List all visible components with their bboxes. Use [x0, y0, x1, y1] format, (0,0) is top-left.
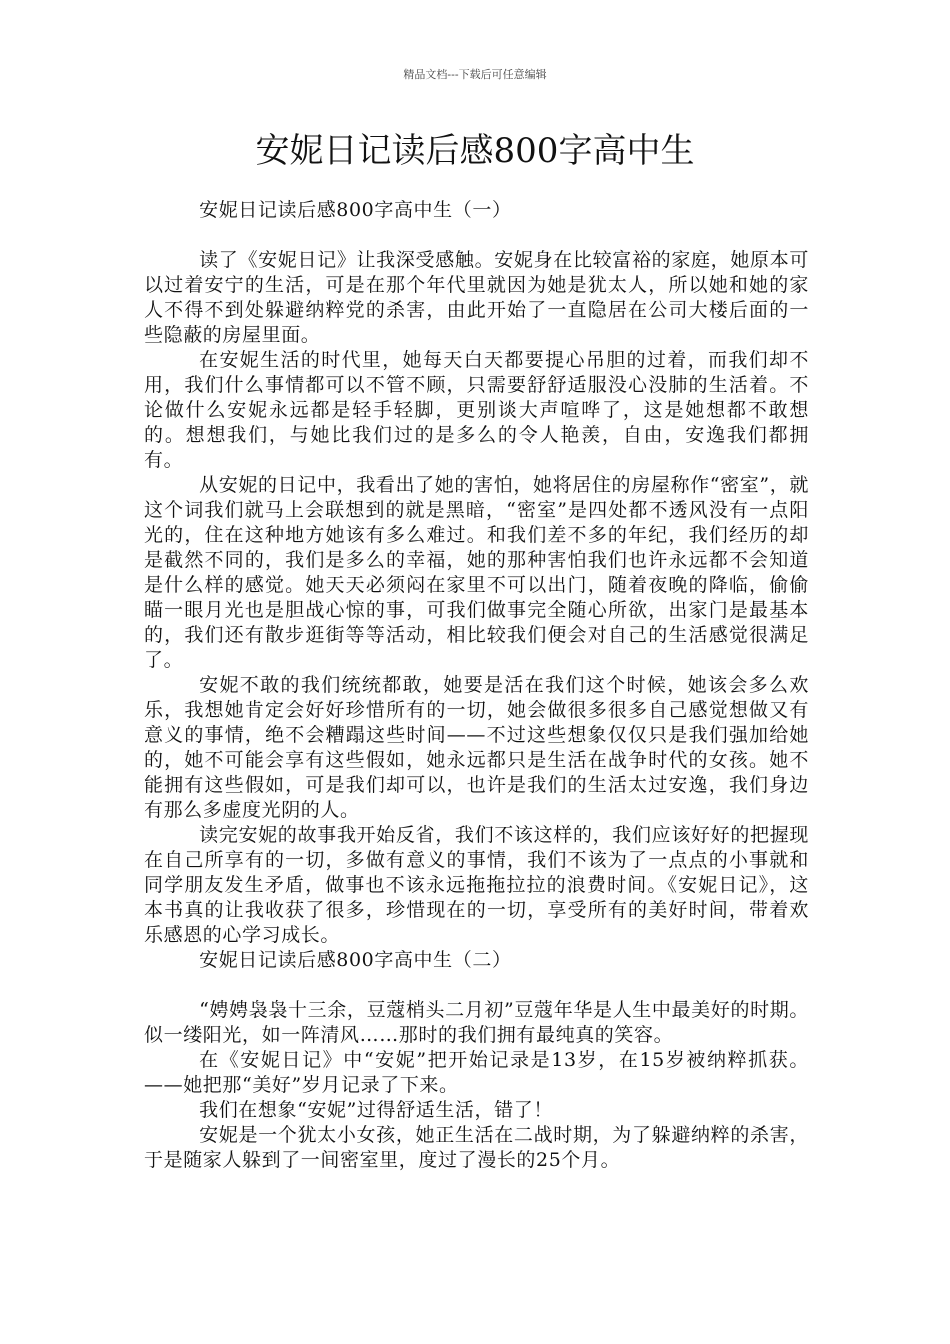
document-body: [144, 198, 809, 1173]
section-heading: 安妮日记读后感800字高中生（一）: [199, 199, 512, 221]
paragraph: 安妮是一个犹太小女孩，她正生活在二战时期，为了躲避纳粹的杀害，于是随家人躲到了一间密室里，度过了漫长的25个月。: [144, 1124, 809, 1171]
paragraph: 在《安妮日记》中“安妮”把开始记录是13岁，在15岁被纳粹抓获。——她把那“美好”岁月记录了下来。: [144, 1049, 809, 1096]
paragraph: 读了《安妮日记》让我深受感触。安妮身在比较富裕的家庭，她原本可以过着安宁的生活，可是在那个年代里就因为她是犹太人，所以她和她的家人不得不到处躲避纳粹党的杀害，由此开始了一直隐居在公司大楼后面的一些隐蔽的房屋里面。: [144, 249, 809, 346]
paragraph: “娉娉袅袅十三余，豆蔻梢头二月初”豆蔻年华是人生中最美好的时期。似一缕阳光，如一阵清风……那时的我们拥有最纯真的笑容。: [144, 999, 809, 1046]
paragraph: 在安妮生活的时代里，她每天白天都要提心吊胆的过着，而我们却不用，我们什么事情都可以不管不顾，只需要舒舒适服没心没肺的生活着。不论做什么安妮永远都是轻手轻脚，更别谈大声喧哗了，这是她想都不敢想的。想想我们，与她比我们过的是多么的令人艳羡，自由，安逸我们都拥有。: [144, 349, 809, 471]
paragraph: 我们在想象“安妮”过得舒适生活，错了！: [199, 1099, 553, 1121]
blank-line: [144, 973, 809, 998]
paragraph: 从安妮的日记中，我看出了她的害怕，她将居住的房屋称作“密室”，就这个词我们就马上会联想到的就是黑暗，“密室”是四处都不透风没有一点阳光的，住在这种地方她该有多么难过。和我们差不多的年纪，我们经历的却是截然不同的，我们是多么的幸福，她的那种害怕我们也许永远都不会知道是什么样的感觉。她天天必须闷在家里不可以出门，随着夜晚的降临，偷偷瞄一眼月光也是胆战心惊的事，可我们做事完全随心所欲，出家门是最基本的，我们还有散步逛街等等活动，相比较我们便会对自己的生活感觉很满足了。: [144, 474, 809, 671]
page-header: 精品文档---下载后可任意编辑: [403, 68, 547, 81]
paragraph: 读完安妮的故事我开始反省，我们不该这样的，我们应该好好的把握现在自己所享有的一切，多做有意义的事情，我们不该为了一点点的小事就和同学朋友发生矛盾，做事也不该永远拖拖拉拉的浪费时间。《安妮日记》，这本书真的让我收获了很多，珍惜现在的一切，享受所有的美好时间，带着欢乐感恩的心学习成长。: [144, 824, 809, 946]
blank-line: [144, 223, 809, 248]
document-title: 安妮日记读后感800字高中生: [255, 131, 695, 171]
paragraph: 安妮不敢的我们统统都敢，她要是活在我们这个时候，她该会多么欢乐，我想她肯定会好好珍惜所有的一切，她会做很多很多自己感觉想做又有意义的事情，绝不会糟蹋这些时间——不过这些想象仅仅只是我们强加给她的，她不可能会享有这些假如，她永远都只是生活在战争时代的女孩。她不能拥有这些假如，可是我们却可以，也许是我们的生活太过安逸，我们身边有那么多虚度光阴的人。: [144, 674, 809, 821]
section-heading: 安妮日记读后感800字高中生（二）: [199, 949, 512, 971]
